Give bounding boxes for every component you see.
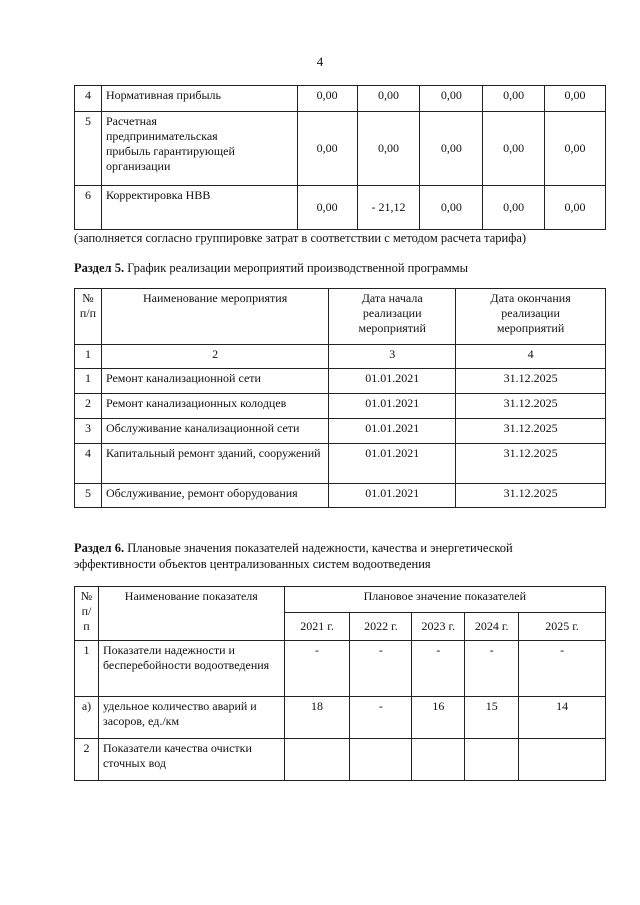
table-schedule — [74, 288, 606, 508]
value-cell — [284, 739, 350, 781]
row-name: Расчетная предпринимательская прибыль гарантирующей организации — [101, 112, 297, 186]
colnum: 4 — [456, 345, 606, 369]
header-name: Наименование мероприятия — [101, 289, 328, 345]
table-header-row — [75, 289, 606, 345]
table-colnum-row — [75, 345, 606, 369]
row-number: 1 — [75, 369, 102, 394]
row-number: а) — [75, 697, 99, 739]
value-cell: 14 — [519, 697, 606, 739]
value-cell — [465, 739, 519, 781]
value-cell — [412, 739, 465, 781]
section6-title: Плановые значения показателей надежности, качества и энергетической эффективности объектов централизованных систем водоотведения — [74, 541, 513, 572]
value-cell — [519, 739, 606, 781]
table-row — [75, 739, 606, 781]
header-num: № п/п — [75, 587, 99, 641]
value-cell: - 21,12 — [357, 186, 420, 230]
year-2022: 2022 г. — [350, 613, 412, 641]
row-number: 6 — [75, 186, 102, 230]
value-cell: 0,00 — [297, 186, 357, 230]
row-name: Корректировка НВВ — [101, 186, 297, 230]
row-number: 2 — [75, 394, 102, 419]
row-number: 1 — [75, 641, 99, 697]
table-row — [75, 444, 606, 484]
section5-heading — [74, 260, 594, 276]
value-cell: 0,00 — [357, 86, 420, 112]
colnum: 1 — [75, 345, 102, 369]
table-header-row — [75, 587, 606, 613]
value-cell: 18 — [284, 697, 350, 739]
row-number: 5 — [75, 484, 102, 508]
row-name: Нормативная прибыль — [101, 86, 297, 112]
header-name: Наименование показателя — [98, 587, 284, 641]
value-cell: 0,00 — [420, 186, 483, 230]
table-costs — [74, 85, 606, 230]
table-row — [75, 697, 606, 739]
row-number: 3 — [75, 419, 102, 444]
value-cell — [350, 739, 412, 781]
value-cell: 0,00 — [545, 112, 606, 186]
value-cell: - — [519, 641, 606, 697]
row-name: Ремонт канализационной сети — [101, 369, 328, 394]
year-2024: 2024 г. — [465, 613, 519, 641]
end-date: 31.12.2025 — [456, 419, 606, 444]
header-start: Дата начала реализации мероприятий — [329, 289, 456, 345]
page-number: 4 — [316, 54, 324, 69]
row-name: Обслуживание, ремонт оборудования — [101, 484, 328, 508]
value-cell: - — [465, 641, 519, 697]
row-name: Показатели надежности и бесперебойности водоотведения — [98, 641, 284, 697]
value-cell: - — [412, 641, 465, 697]
start-date: 01.01.2021 — [329, 484, 456, 508]
colnum: 3 — [329, 345, 456, 369]
value-cell: 0,00 — [357, 112, 420, 186]
header-num: № п/п — [75, 289, 102, 345]
value-cell: 0,00 — [483, 112, 545, 186]
end-date: 31.12.2025 — [456, 394, 606, 419]
colnum: 2 — [101, 345, 328, 369]
value-cell: 0,00 — [545, 86, 606, 112]
table-row — [75, 369, 606, 394]
table-note: (заполняется согласно группировке затрат в соответствии с методом расчета тарифа) — [74, 231, 527, 245]
value-cell: 15 — [465, 697, 519, 739]
start-date: 01.01.2021 — [329, 394, 456, 419]
value-cell: 0,00 — [483, 186, 545, 230]
start-date: 01.01.2021 — [329, 419, 456, 444]
row-number: 2 — [75, 739, 99, 781]
row-name: удельное количество аварий и засоров, ед./км — [98, 697, 284, 739]
section6-label: Раздел 6. — [74, 541, 125, 555]
value-cell: - — [350, 641, 412, 697]
value-cell: - — [350, 697, 412, 739]
table-indicators — [74, 586, 606, 781]
section5-title: График реализации мероприятий производственной программы — [127, 261, 468, 275]
table-row — [75, 186, 606, 230]
end-date: 31.12.2025 — [456, 369, 606, 394]
value-cell: 0,00 — [483, 86, 545, 112]
value-cell: - — [284, 641, 350, 697]
start-date: 01.01.2021 — [329, 369, 456, 394]
row-number: 4 — [75, 444, 102, 484]
table-row — [75, 419, 606, 444]
section5-label: Раздел 5. — [74, 261, 125, 275]
value-cell: 0,00 — [297, 86, 357, 112]
year-2025: 2025 г. — [519, 613, 606, 641]
header-plan: Плановое значение показателей — [284, 587, 605, 613]
row-number: 5 — [75, 112, 102, 186]
header-end: Дата окончания реализации мероприятий — [456, 289, 606, 345]
end-date: 31.12.2025 — [456, 484, 606, 508]
row-number: 4 — [75, 86, 102, 112]
row-name: Обслуживание канализационной сети — [101, 419, 328, 444]
row-name: Капитальный ремонт зданий, сооружений — [101, 444, 328, 484]
table-row — [75, 484, 606, 508]
end-date: 31.12.2025 — [456, 444, 606, 484]
value-cell: 0,00 — [420, 112, 483, 186]
table-row — [75, 112, 606, 186]
section6-heading — [74, 540, 594, 573]
table-row — [75, 641, 606, 697]
table-row — [75, 86, 606, 112]
table-row — [75, 394, 606, 419]
year-2021: 2021 г. — [284, 613, 350, 641]
value-cell: 0,00 — [545, 186, 606, 230]
row-name: Показатели качества очистки сточных вод — [98, 739, 284, 781]
value-cell: 0,00 — [297, 112, 357, 186]
year-2023: 2023 г. — [412, 613, 465, 641]
start-date: 01.01.2021 — [329, 444, 456, 484]
row-name: Ремонт канализационных колодцев — [101, 394, 328, 419]
value-cell: 0,00 — [420, 86, 483, 112]
value-cell: 16 — [412, 697, 465, 739]
